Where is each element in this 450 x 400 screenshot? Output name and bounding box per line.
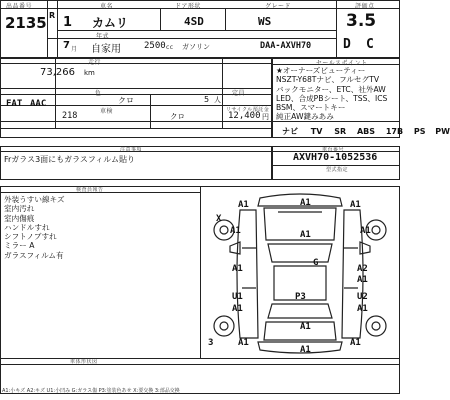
equip-item: PS xyxy=(413,127,426,136)
list-item: ★オーナーズビューティー xyxy=(276,66,366,75)
transmission: FAT xyxy=(6,99,23,109)
damage-code: U1 xyxy=(232,292,243,302)
name-label: 車名 xyxy=(100,3,114,10)
color-code: クロ xyxy=(170,112,185,121)
damage-code: A1 xyxy=(300,322,311,332)
damage-code: G xyxy=(313,258,319,268)
damage-code: A1 xyxy=(300,230,311,240)
damage-code: A2 xyxy=(357,264,368,274)
equip-item: 17B xyxy=(385,127,404,136)
list-item: バックモニター、ETC、社外AW xyxy=(276,84,386,94)
equipment-row xyxy=(282,126,450,137)
damage-code: A1 xyxy=(230,226,241,236)
damage-code: A1 xyxy=(238,338,249,348)
car-name: カムリ xyxy=(92,16,129,30)
chassis-label: 車台番号 xyxy=(322,147,345,153)
interior-score: D xyxy=(343,37,351,52)
report-label: 検査員報告 xyxy=(76,187,104,193)
score-label: 評価点 xyxy=(355,3,375,10)
lot-label: 出品番号 xyxy=(6,3,33,10)
list-item: BSM、スマートキー xyxy=(276,103,346,113)
list-item: 室内汚れ xyxy=(4,204,35,214)
list-item: NSZT-Y68Tナビ、フルセグTV xyxy=(276,75,380,85)
exterior-score: C xyxy=(366,37,374,52)
damage-code: X xyxy=(216,214,222,224)
damage-code: A1 xyxy=(350,200,361,210)
list-item: 外装うすい線キズ xyxy=(4,195,65,204)
list-item: ミラー A xyxy=(4,241,35,251)
month-label: 月 xyxy=(71,46,78,53)
door-type: 4SD xyxy=(184,15,204,28)
usage-type: 自家用 xyxy=(91,44,121,55)
chassis-sub: 型式指定 xyxy=(326,167,349,173)
damage-code: A1 xyxy=(300,198,311,208)
seats-label: 定員 xyxy=(232,90,246,97)
month-number: 7 xyxy=(63,40,70,51)
mileage-label: 走行 xyxy=(88,59,102,66)
damage-code: A1 xyxy=(232,264,243,274)
seats-value: 5 xyxy=(204,95,210,104)
mileage-unit: km xyxy=(84,69,95,77)
cc-label: cc xyxy=(166,44,174,51)
mileage-value: 73,266 xyxy=(40,67,75,78)
overall-score: 3.5 xyxy=(346,11,377,31)
color-value: クロ xyxy=(118,96,134,105)
list-item: 純正AW鍵みあみ xyxy=(276,112,334,122)
equip-item: ナビ xyxy=(282,127,298,136)
damage-code: A1 xyxy=(300,345,311,355)
chassis-number: AXVH70-1052536 xyxy=(293,152,378,163)
inspect-value: 218 xyxy=(62,111,78,121)
damage-code: A1 xyxy=(238,200,249,210)
lot-number: 2135 xyxy=(5,14,47,32)
seats-unit: 人 xyxy=(214,96,221,104)
recycle-label: リサイクル預託金 xyxy=(226,107,270,113)
list-item: ハンドルすれ xyxy=(4,222,50,232)
damage-code: 3 xyxy=(208,338,214,348)
air-conditioner: AAC xyxy=(30,99,47,109)
bottom-label: 車体形状図 xyxy=(70,359,98,365)
recycle-unit: 円 xyxy=(262,113,269,121)
grade-label: グレード xyxy=(265,3,292,10)
equip-item: SR xyxy=(334,127,347,136)
sales-points-list xyxy=(276,66,387,122)
equip-item: TV xyxy=(310,127,323,136)
color-label: 色 xyxy=(95,90,102,97)
fuel-type: ガソリン xyxy=(182,43,210,51)
equip-item: ABS xyxy=(356,127,376,136)
car-diagram xyxy=(200,188,400,358)
grade-value: WS xyxy=(258,15,272,28)
report-list xyxy=(4,195,65,260)
notes-label: 注意事項 xyxy=(120,147,143,153)
damage-code: A1 xyxy=(232,304,243,314)
list-item: シフトノブすれ xyxy=(4,232,57,242)
year-era: R xyxy=(49,11,56,20)
inspect-label: 車検 xyxy=(100,108,114,115)
footer-legend: A1:小キズ A2:キズ U1:小凹み G:ガラス傷 P3:塗装色あせ X:要交換 3:部品交換 xyxy=(2,388,180,394)
list-item: 室内傷痕 xyxy=(4,213,35,223)
damage-code: A1 xyxy=(357,275,368,285)
damage-code: U2 xyxy=(357,292,368,302)
damage-code: A1 xyxy=(360,226,371,236)
list-item: LED、合成PBシート、TSS、ICS xyxy=(276,93,388,103)
damage-code: A1 xyxy=(357,304,368,314)
year-number: 1 xyxy=(63,15,73,30)
list-item: ガラスフィルム有 xyxy=(4,250,64,260)
doors-label: ドア形状 xyxy=(175,3,201,10)
sales-points-label: セールスポイント xyxy=(316,60,368,67)
notes-text: Frガラス3面にもガラスフィルム貼り xyxy=(4,155,135,164)
damage-code: A1 xyxy=(350,338,361,348)
equip-item: PW xyxy=(435,127,450,136)
displacement: 2500 xyxy=(144,41,166,51)
year-label: 年式 xyxy=(96,33,110,40)
model-code: DAA-AXVH70 xyxy=(260,41,312,51)
recycle-value: 12,400 xyxy=(228,111,261,121)
damage-code: P3 xyxy=(295,292,306,302)
